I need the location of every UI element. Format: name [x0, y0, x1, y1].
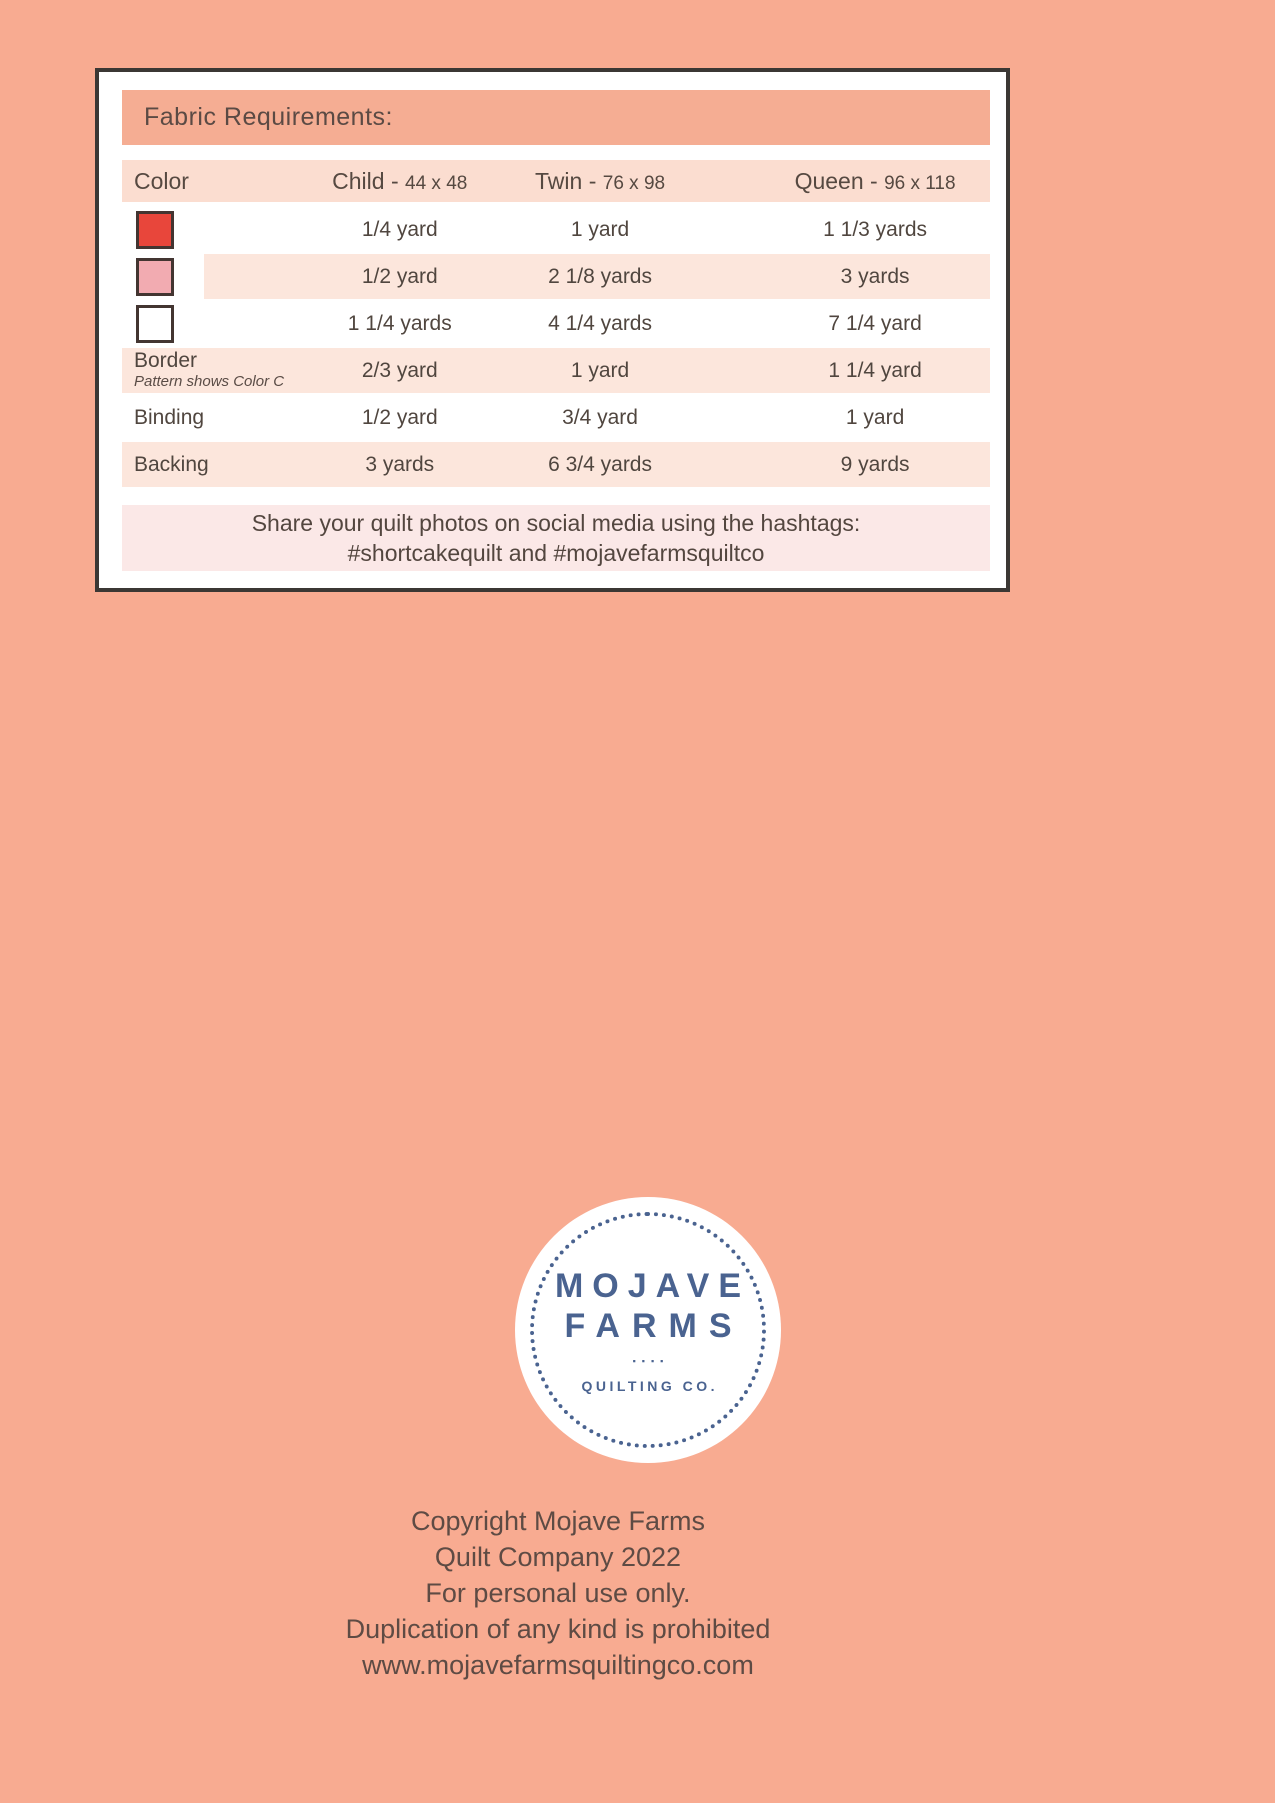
logo-dotted-ring-icon — [530, 1212, 766, 1448]
border-row-note: Pattern shows Color C — [134, 372, 285, 390]
color-a-child-yardage: 1/4 yard — [361, 217, 438, 241]
color-a-queen-yardage: 1 1/3 yards — [823, 217, 928, 241]
copyright-block — [0, 1503, 1116, 1683]
copyright-line-1: Copyright Mojave Farms — [410, 1506, 706, 1536]
color-c-queen-yardage: 7 1/4 yard — [828, 311, 922, 335]
logo-word-farms: FARMS — [564, 1307, 744, 1345]
color-b-child-yardage: 1/2 yard — [361, 264, 438, 288]
table-row-color-b — [122, 254, 990, 299]
copyright-line-3: For personal use only. — [425, 1578, 691, 1608]
hashtag-line-2: #shortcakequilt and #mojavefarmsquiltco — [347, 540, 765, 566]
border-queen-yardage: 1 1/4 yard — [828, 358, 922, 382]
table-row-color-c — [122, 301, 990, 346]
social-hashtag-box — [122, 505, 990, 571]
backing-twin-yardage: 6 3/4 yards — [548, 452, 652, 476]
color-c-twin-yardage: 4 1/4 yards — [548, 311, 652, 335]
backing-row-label: Backing — [134, 452, 209, 476]
logo-word-mojave: MOJAVE — [554, 1267, 751, 1305]
border-child-yardage: 2/3 yard — [361, 358, 438, 382]
table-header-row — [122, 160, 990, 202]
mojave-farms-logo — [515, 1197, 781, 1463]
hashtag-line-1: Share your quilt photos on social media using the hashtags: — [251, 510, 861, 536]
color-c-child-yardage: 1 1/4 yards — [347, 311, 452, 335]
copyright-line-4: Duplication of any kind is prohibited — [345, 1614, 771, 1644]
table-row-binding — [122, 395, 990, 440]
column-header-child-size: 44 x 48 — [405, 172, 468, 194]
binding-row-label: Binding — [134, 405, 205, 429]
color-a-twin-yardage: 1 yard — [570, 217, 630, 241]
binding-twin-yardage: 3/4 yard — [562, 405, 638, 429]
logo-dots-icon: ▪▪▪▪ — [632, 1356, 670, 1366]
column-header-twin: Twin - 76 x 98 — [535, 167, 666, 194]
column-header-queen: Queen - 96 x 118 — [794, 167, 956, 194]
fabric-requirements-header — [122, 90, 990, 145]
column-header-queen-size: 96 x 118 — [884, 172, 956, 194]
color-b-queen-yardage: 3 yards — [840, 264, 910, 288]
column-header-twin-size: 76 x 98 — [602, 172, 666, 194]
border-twin-yardage: 1 yard — [570, 358, 630, 382]
binding-child-yardage: 1/2 yard — [361, 405, 438, 429]
backing-queen-yardage: 9 yards — [840, 452, 910, 476]
binding-queen-yardage: 1 yard — [845, 405, 905, 429]
color-b-twin-yardage: 2 1/8 yards — [548, 264, 652, 288]
logo-quilting-co: QUILTING CO. — [581, 1378, 719, 1394]
backing-child-yardage: 3 yards — [365, 452, 435, 476]
column-header-child: Child - 44 x 48 — [332, 167, 468, 194]
copyright-line-2: Quilt Company 2022 — [434, 1542, 682, 1572]
color-b-swatch — [136, 258, 174, 296]
border-row-label: Border Pattern shows Color C — [134, 348, 285, 390]
website-url: www.mojavefarmsquiltingco.com — [362, 1650, 754, 1680]
table-row-border — [122, 348, 990, 393]
color-a-swatch — [136, 211, 174, 249]
table-row-backing — [122, 442, 990, 487]
column-header-color: Color — [134, 167, 189, 194]
fabric-requirements-table — [122, 160, 990, 489]
table-row-color-a — [122, 207, 990, 252]
fabric-requirements-title: Fabric Requirements: — [144, 103, 393, 131]
color-c-swatch — [136, 305, 174, 343]
fabric-requirements-panel — [95, 68, 1010, 592]
